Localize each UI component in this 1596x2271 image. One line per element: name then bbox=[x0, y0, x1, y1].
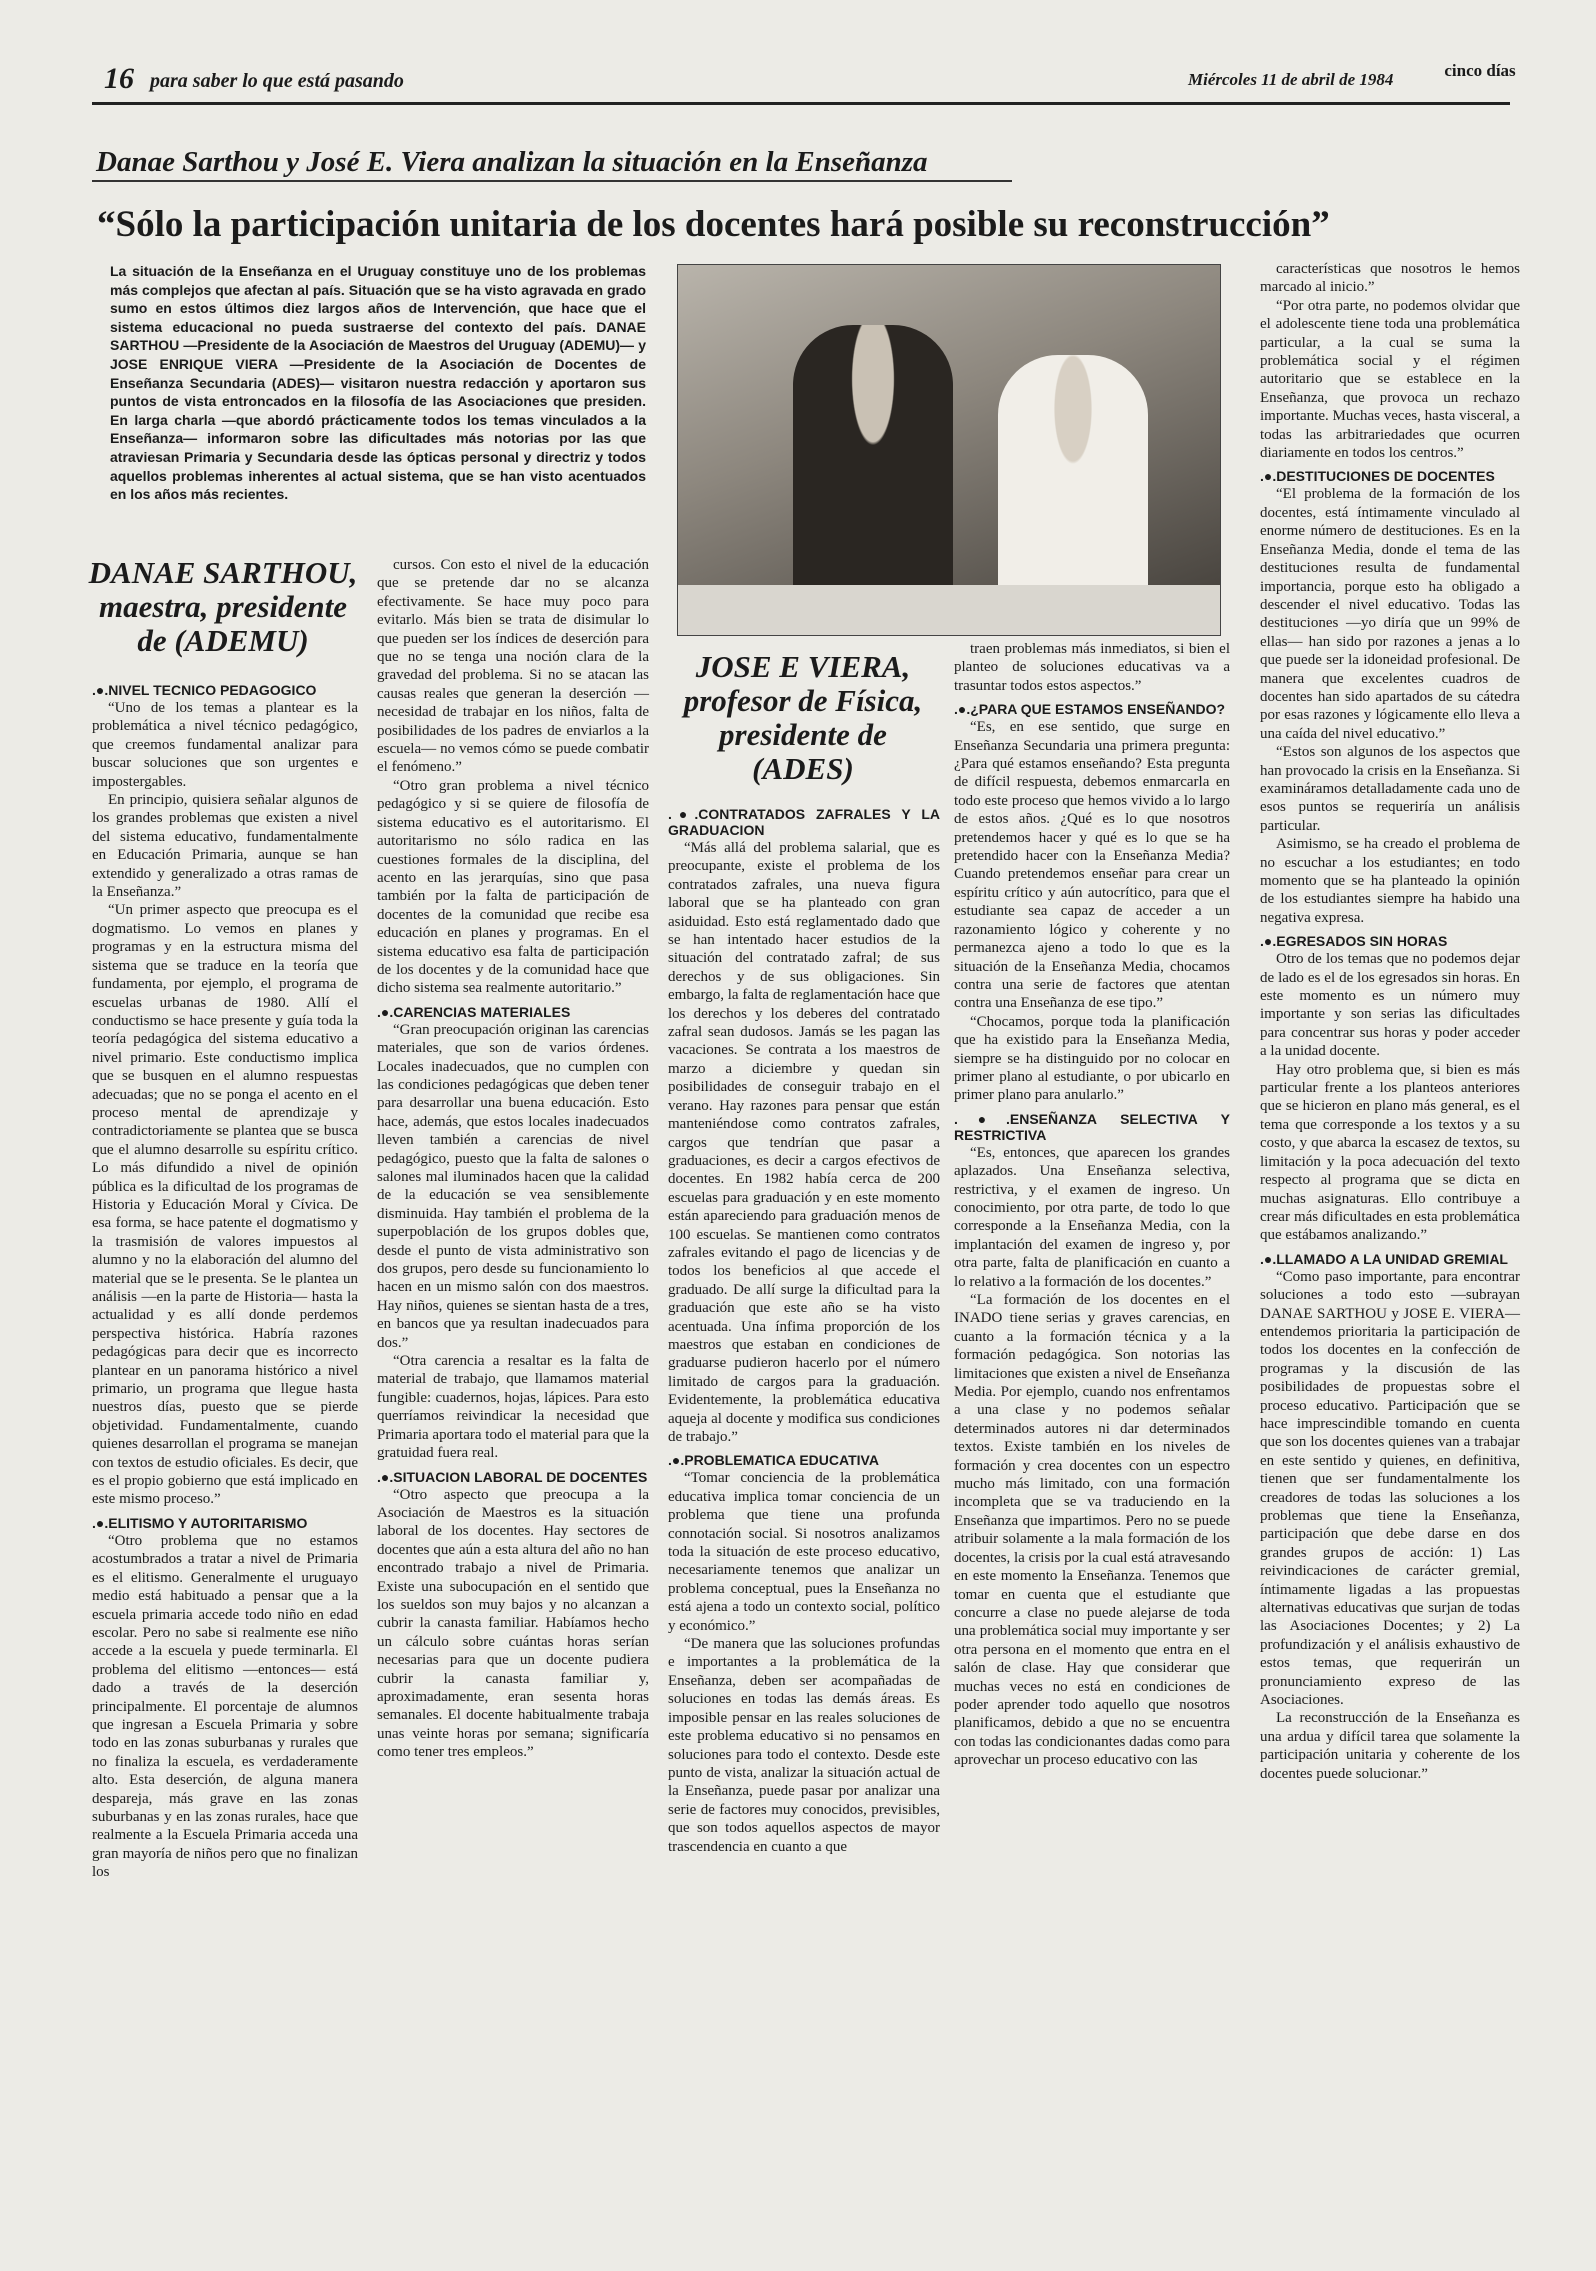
paragraph: “Uno de los temas a plantear es la problemática a nivel técnico pedagógico, que creemos fundamental analizar para buscar soluciones que son urgentes e impostergables. bbox=[92, 700, 358, 790]
paragraph: características que nosotros le hemos marcado al inicio.” bbox=[1260, 261, 1520, 296]
section-heading: .●.LLAMADO A LA UNIDAD GREMIAL bbox=[1260, 1250, 1508, 1267]
paragraph: En principio, quisiera señalar algunos de los grandes problemas que existen a nivel del sistema educativo, fundamentalmente en Educación Primaria, aunque se han extendido y generalizado a otras ramas de la Enseñanza.” bbox=[92, 792, 358, 901]
paragraph: “Más allá del problema salarial, que es preocupante, existe el problema de los contratados zafrales, una nueva figura laboral que se ha planteado con gran asiduidad. Esto está reglamentado dado que se han intentado hacer estudios de la situación del contratado zafral; de sus derechos y de sus obligaciones. Sin embargo, la falta de reglamentación hace que los derechos y los deberes del contratado zafral sean dudosos. Jamás se les pagan las vacaciones. Se contrata a los maestros de marzo a diciembre y quedan sin posibilidades de conseguir trabajo en el verano. Hay razones para pensar que están manteniéndose como contratos zafrales, cargos que tendrían que pasar a graduaciones, es decir a cargos efectivos de docentes. En 1982 había cerca de 200 escuelas para graduación y en este momento están apareciendo para graduación menos de 100 escuelas. Se mantienen como contratos zafrales evitando el pago de licencias y de todos los beneficios al que accede el graduado. De allí surge la dificultad para la graduación que este año se ha visto acentuada. Una ínfima proporción de los maestros que estaban en condiciones de graduarse pudieron hacerlo por el número limitado de cargos para la graduación. Evidentemente, la problemática educativa aqueja al docente y modifica sus condiciones de trabajo.” bbox=[668, 840, 940, 1445]
article-lead: La situación de la Enseñanza en el Uruguay constituye uno de los problemas más complejos que afectan al país. Situación que se ha visto agravada en grado sumo en estos últimos diez largos años de Intervención, que hace que el sistema educacional no pueda sustraerse del contexto del país. DANAE SARTHOU —Presidente de la Asociación de Maestros del Uruguay (ADEMU)— y JOSE ENRIQUE VIERA —Presidente de la Asociación de Docentes de Enseñanza Secundaria (ADES)— visitaron nuestra redacción y aportaron sus puntos de vista entroncados en la filosofía de las Asociaciones que presiden. En larga charla —que abordó prácticamente todos los temas vinculados a la Enseñanza— informaron sobre las dificultades más notorias por las que atraviesan Primaria y Secundaria desde las ópticas personal y directriz y todos aquellos problemas inherentes al actual sistema, que se han visto acentuados en los años más recientes. bbox=[110, 263, 646, 503]
byline-jose: JOSE E VIERA, profesor de Física, presidente de (ADES) bbox=[683, 649, 923, 786]
paragraph: “Tomar conciencia de la problemática educativa implica tomar conciencia de un problema que tiene una profunda connotación social. Si nosotros analizamos toda la situación de este proceso educativo, necesariamente tenemos que analizar un problema conceptual, pues la Enseñanza no está ajena a todo un contexto social, político y económico.” bbox=[668, 1470, 940, 1634]
article-photo bbox=[677, 264, 1221, 636]
section-heading: .●.CARENCIAS MATERIALES bbox=[377, 1003, 571, 1020]
section-heading: .●.PROBLEMATICA EDUCATIVA bbox=[668, 1452, 879, 1469]
article-kicker: Danae Sarthou y José E. Viera analizan la situación en la Enseñanza bbox=[96, 146, 928, 178]
column-2 bbox=[377, 556, 649, 1762]
paragraph: Asimismo, se ha creado el problema de no escuchar a los estudiantes; en todo momento que se ha planteado la opinión de los estudiantes siempre ha habido una negativa expresa. bbox=[1260, 836, 1520, 926]
kicker-rule bbox=[92, 180, 1012, 182]
paragraph: “Otro aspecto que preocupa a la Asociación de Maestros es la situación laboral de los docentes. Hay sectores de docentes que aún a esta altura del año no han encontrado trabajo a nivel de Primaria. Existe una subocupación en el sentido que los sueldos son muy bajos y no alcanzan a cubrir la canasta familiar. Habíamos hecho un cálculo sobre cuántas horas serían necesarias para que un docente pudiera cubrir la canasta familiar y, aproximadamente, eran sesenta horas semanales. El docente habitualmente trabaja unas veinte horas por semana; significaría como tener tres empleos.” bbox=[377, 1486, 649, 1761]
issue-date: Miércoles 11 de abril de 1984 bbox=[1188, 70, 1394, 89]
paragraph: “Por otra parte, no podemos olvidar que el adolescente tiene toda una problemática particular, a la cual se suma la problemática social y el régimen autoritario que se establece en la Enseñanza, que provoca un rechazo importante. Muchas veces, hasta visceral, a todas las arbitrariedades que ocurren diariamente en todos los centros.” bbox=[1260, 297, 1520, 462]
photo-man bbox=[793, 325, 953, 625]
masthead-logo: cinco días bbox=[1444, 61, 1516, 80]
paragraph: “Es, en ese sentido, que surge en Enseñanza Secundaria una primera pregunta: ¿Para qué estamos enseñando? Esta pregunta de difícil respuesta, debemos enmarcarla en todo este proceso que hemos vivido a lo largo de estos años. ¿Qué es lo que nosotros pretendemos hacer y qué es lo que se ha pretendido hacer con la Enseñanza Media? Cuando pretendemos enseñar para crear un espíritu crítico y aún autocrítico, para que el estudiante sea capaz de acceder a un razonamiento lógico y coherente y no permanezca ajeno a todo lo que es la situación de la Enseñanza Media, chocamos contra una serie de factores que atentan contra una Enseñanza de ese tipo.” bbox=[954, 719, 1230, 1012]
section-heading: .●.ELITISMO Y AUTORITARISMO bbox=[92, 1514, 308, 1531]
paragraph: “Otra carencia a resaltar es la falta de material de trabajo, que llamamos material fungible: cuadernos, hojas, lápices. Para esto querríamos reivindicar la necesidad que Primaria aportara todo el material para que la gratuidad fuera real. bbox=[377, 1353, 649, 1462]
section-heading: .●.CONTRATADOS ZAFRALES Y LA GRADUACION bbox=[668, 806, 940, 838]
paragraph: traen problemas más inmediatos, si bien el planteo de soluciones educativas va a trasuntar todos estos aspectos.” bbox=[954, 641, 1230, 694]
paragraph: “Gran preocupación originan las carencias materiales, que son de varios órdenes. Locales inadecuados, que no cumplen con las condiciones pedagógicas que deben tener para desarrollar una buena educación. Esto hace, además, que estos locales inadecuados lleven también a carencias de nivel pedagógico, puesto que la falta de salones o salones mal iluminados hacen que la calidad de la educación se vea sensiblemente disminuida. Hay también el problema de la superpoblación de los grupos dobles que, desde el punto de vista administrativo son dos grupos, pero desde su funcionamiento lo hacen en un mismo salón con dos maestros. Hay niños, quienes se sientan hasta de a tres, en bancos que ya resultan inadecuados para dos.” bbox=[377, 1021, 649, 1351]
paragraph: “De manera que las soluciones profundas e importantes a la problemática de la Enseñanza, deben ser acompañadas de soluciones en todas las demás áreas. Es imposible pensar en las reales soluciones de este problema educativo si no pensamos en soluciones para todo el contexto. Desde este punto de vista, analizar la situación actual de la Enseñanza, puede pasar por analizar una serie de factores muy conocidos, previsibles, que son todos aquellos aspectos de mayor trascendencia en cuanto a que bbox=[668, 1636, 940, 1855]
section-heading: .●.SITUACION LABORAL DE DOCENTES bbox=[377, 1468, 648, 1485]
section-heading: .●.¿PARA QUE ESTAMOS ENSEÑANDO? bbox=[954, 701, 1226, 718]
photo-desk bbox=[678, 585, 1220, 635]
article-headline: “Sólo la participación unitaria de los docentes hará posible su reconstrucción” bbox=[97, 204, 1330, 245]
paragraph: cursos. Con esto el nivel de la educación que se pretende dar no se alcanza efectivamente. Se hace muy poco para evitarlo. Más bien se trata de disimular lo que pueden ser los índices de deserción para que no se tenga una noción clara de la gravedad del problema. Si no se atacan las causas reales que generan la deserción —necesidad de trabajar en los niños, falta de posibilidades de los padres de enviarlos a la escuela— no vemos cómo se puede combatir el fenómeno.” bbox=[377, 557, 649, 776]
paragraph: “Un primer aspecto que preocupa es el dogmatismo. Lo vemos en planes y programas y en la estructura misma del sistema que se traduce en la teoría que fundamenta, por ejemplo, el programa de escuelas urbanas de 1980. Allí el conductismo se hace presente y guía toda la teoría pedagógica del sistema educativo a nivel primario. Este conductismo implica que se busquen en el alumno respuestas adecuadas; que no se ponga el acento en el proceso mental de aprendizaje y contradictoriamente se plantea que se busca que el alumno desarrolle su espíritu crítico. Lo más difundido a nivel de opinión pública es la dificultad de los programas de Historia y Educación Moral y Cívica. De esa forma, se hace patente el dogmatismo y la trasmisión de valores impuestos al alumno y no la elaboración del alumno del material que se le presenta. Se le plantea un análisis —en la parte de Historia— hasta la actualidad y es allí donde perdemos perspectiva histórica. Habría razones pedagógicas para decir que es incorrecto plantear en un panorama histórico a nivel primario, un programa que llegue hasta nuestros días, puesto que se pierde objetividad. Fundamentalmente, cuando quienes desarrollan el programa se manejan con textos de estudio oficiales. Es decir, que es el propio gobierno que está implicado en este mismo proceso.” bbox=[92, 902, 358, 1508]
section-heading: .●.NIVEL TECNICO PEDAGOGICO bbox=[92, 682, 317, 698]
column-3 bbox=[668, 800, 940, 1856]
page-number: 16 bbox=[104, 62, 134, 95]
column-4 bbox=[954, 640, 1230, 1770]
paragraph: “El problema de la formación de los docentes, está íntimamente vinculado al enorme número de destituciones. Es en la Enseñanza Media, donde el tema de las destituciones resulta de fundamental importancia, porque esto ha obligado a descender el nivel educativo. Todas las destituciones —yo diría que un 99% de ellas— han sido por razones a jenas a lo que puede ser la idoneidad profesional. De manera que excelentes cuadros de docentes han sido apartados de su cátedra por esas razones y lógicamente ello lleva a una caída del nivel educativo.” bbox=[1260, 486, 1520, 742]
column-1 bbox=[92, 676, 358, 1882]
column-5 bbox=[1260, 260, 1520, 1783]
paragraph: “Otro problema que no estamos acostumbrados a tratar a nivel de Primaria es el elitismo. Generalmente el uruguayo medio está habituado a pensar que a la escuela primaria accede todo niño en edad escolar. Pero no sabe si realmente ese niño accede a la escuela y puede terminarla. El problema del elitismo —entonces— está dado a través de la deserción principalmente. El porcentaje de alumnos que ingresan a Escuela Primaria y sobre todo en las zonas suburbanas y rurales que no finaliza la escuela, es verdaderamente alto. Esta deserción, de alguna manera despareja, más grave en las zonas suburbanas y en las zonas rurales, hace que realmente a la Escuela Primaria acceda una gran mayoría de niños pero que no finalizan los bbox=[92, 1532, 358, 1881]
paragraph: “Otro gran problema a nivel técnico pedagógico y si se quiere de filosofía de sistema educativo es el autoritarismo. El autoritarismo no sólo radica en las cuestiones formales de la disciplina, del acento en las jerarquías, sino que pasa también por la falta de participación de docentes de la comunidad que recibe esa educación en planes y programas. En el sistema educativo esa falta de participación de los docentes y de la comunidad hace que dicho sistema sea realmente autoritario.” bbox=[377, 777, 649, 997]
paragraph: “Estos son algunos de los aspectos que han provocado la crisis en la Enseñanza. Si examináramos detalladamente cada uno de esos puntos se requeriría un análisis particular. bbox=[1260, 744, 1520, 834]
paragraph: “Chocamos, porque toda la planificación que ha existido para la Enseñanza Media, siempre se ha distinguido por no colocar en primer plano al estudiante, o por ubicarlo en primer plano para anularlo.” bbox=[954, 1013, 1230, 1104]
paragraph: “Es, entonces, que aparecen los grandes aplazados. Una Enseñanza selectiva, restrictiva, y el examen de ingreso. Un conocimiento, por otra parte, de todo lo que corresponde a la Enseñanza Media, con la implantación del examen de ingreso y, por otra parte, falta de planificación en cuanto a lo relativo a la formación de los docentes.” bbox=[954, 1144, 1230, 1290]
paragraph: Hay otro problema que, si bien es más particular frente a los planteos anteriores que se hicieron en plano más general, es el tema que corresponde a los textos y a su costo, y que abarca la escasez de textos, su limitación y la poca adecuación del texto respecto al programa que se dicta en muchas asignaturas. Ello contribuye a crear más dificultades en esta problemática que estábamos analizando.” bbox=[1260, 1061, 1520, 1244]
paragraph: “Como paso importante, para encontrar soluciones a todo esto —subrayan DANAE SARTHOU y JOSE E. VIERA— entendemos prioritaria la participación de todos los docentes en la confección de programas y la discusión de las posibilidades de propuestas sobre el proceso educativo. Participación que se hace imprescindible tomando en cuenta que son los docentes quienes van a trabajar en este sentido y quienes, en definitiva, tienen que ser fundamentalmente los creadores de todas las soluciones a los problemas que tiene la Enseñanza, participación que debe darse en dos grandes grupos de acción: 1) Las reivindicaciones de carácter gremial, íntimamente ligadas a las propuestas alternativas educativas que surjan de todas las Asociaciones Docentes; y 2) La profundización y el análisis exhaustivo de estos temas, que requerirán un pronunciamiento expreso de las Asociaciones. bbox=[1260, 1268, 1520, 1709]
byline-danae: DANAE SARTHOU, maestra, presidente de (ADEMU) bbox=[88, 555, 358, 658]
section-heading: .●.EGRESADOS SIN HORAS bbox=[1260, 933, 1448, 950]
section-heading: .●.DESTITUCIONES DE DOCENTES bbox=[1260, 468, 1495, 485]
header-rule bbox=[92, 102, 1510, 105]
paragraph: Otro de los temas que no podemos dejar de lado es el de los egresados sin horas. En este momento es un número muy importante y son serias las dificultades para concentrar sus horas y poder acceder a la unidad docente. bbox=[1260, 951, 1520, 1060]
paragraph: “La formación de los docentes en el INADO tiene serias y graves carencias, en cuanto a la formación técnica y a la formación pedagógica. Son notorias las limitaciones que existen a nivel de Enseñanza Media. Por ejemplo, cuando nos enfrentamos a una clase y no podemos señalar determinados autores ni dar determinados textos. Existe también en los niveles de formación y crea docentes con un espectro mucho más limitado, con una formación incompleta que se va traduciendo en la Enseñanza que impartimos. Pero no se puede atribuir solamente a la mala formación de los docentes, la crisis por la cual está atravesando en este momento la Enseñanza. Tenemos que tomar en cuenta que el estudiante que concurre a clase no puede alejarse de toda una problemática social muy importante y ser otra persona en el momento que entra en el salón de clase. Hay que considerar que muchas veces no está en condiciones de poder aprender todo aquello que nosotros planificamos, debido a que no se encuentra con todas las condicionantes dadas como para aprovechar un proceso educativo con las bbox=[954, 1292, 1230, 1769]
section-heading: .●.ENSEÑANZA SELECTIVA Y RESTRICTIVA bbox=[954, 1110, 1230, 1143]
page-tagline: para saber lo que está pasando bbox=[150, 70, 404, 92]
paragraph: La reconstrucción de la Enseñanza es una ardua y difícil tarea que solamente la participación unitaria y coherente de los docentes puede solucionar.” bbox=[1260, 1710, 1520, 1782]
